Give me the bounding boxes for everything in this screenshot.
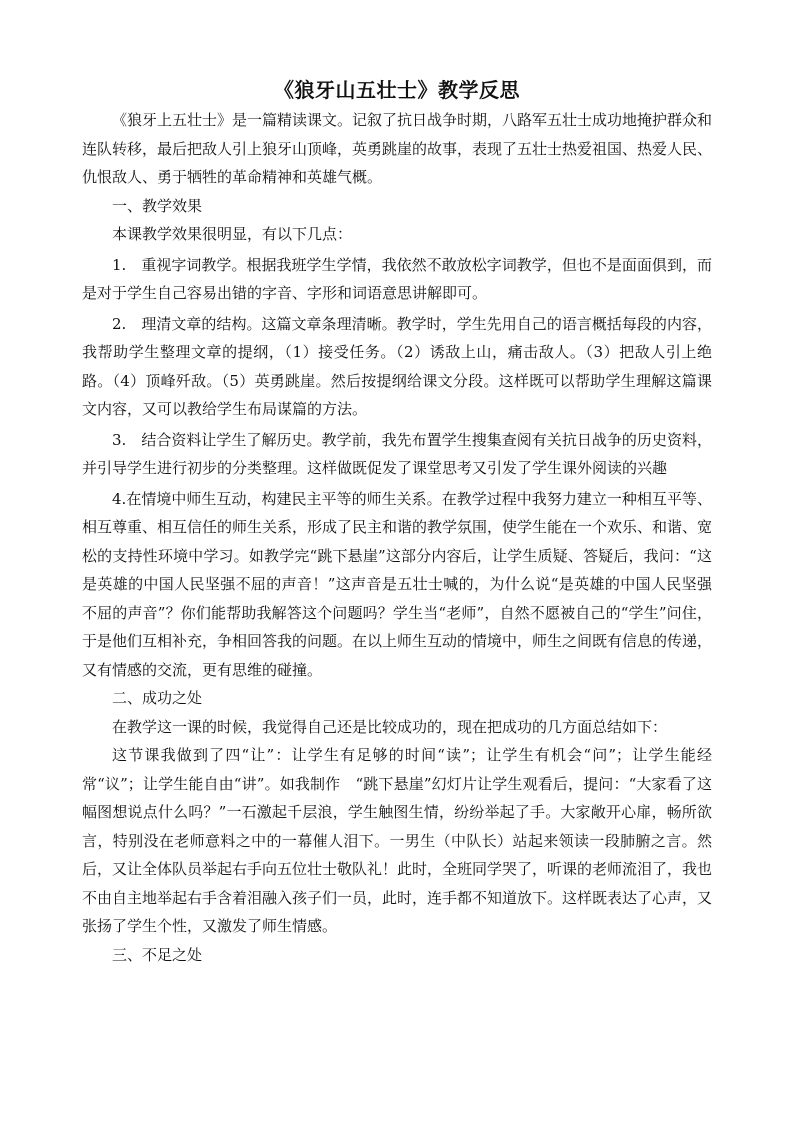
point-2-paragraph: 2. 理清文章的结构。这篇文章条理清晰。教学时，学生先用自己的语言概括每段的内容，我帮助学生整理文章的提纲，（1）接受任务。（2）诱敌上山，痛击敌人。（3）把敌人引上绝路。（4）顶峰歼敌。（5）英勇跳崖。然后按提纲给课文分段。这样既可以帮助学生理解这篇课文内容，又可以教给学生布局谋篇的方法。 [82, 314, 712, 418]
section2-lead-paragraph: 在教学这一课的时候，我觉得自己还是比较成功的，现在把成功的几方面总结如下： [112, 717, 668, 736]
point-4-paragraph: 4.在情境中师生互动，构建民主平等的师生关系。在教学过程中我努力建立一种相互平等、相互尊重、相互信任的师生关系，形成了民主和谐的教学氛围，使学生能在一个欢乐、和谐、宽松的支持性环境中学习。如教学完“跳下悬崖”这部分内容后，让学生质疑、答疑后，我问：“这是英雄的中国人民坚强不屈的声音！”这声音是五壮士喊的，为什么说“是英雄的中国人民坚强不屈的声音”？你们能帮助我解答这个问题吗？学生当“老师”，自然不愿被自己的“学生”问住，于是他们互相补充，争相回答我的问题。在以上师生互动的情境中，师生之间既有信息的传递，又有情感的交流，更有思维的碰撞。 [82, 489, 713, 679]
section1-lead-paragraph: 本课教学效果很明显，有以下几点： [112, 225, 353, 243]
point-3-paragraph: 3. 结合资料让学生了解历史。教学前，我先布置学生搜集查阅有关抗日战争的历史资料，并引导学生进行初步的分类整理。这样做既促发了课堂思考又引发了学生课外阅读的兴趣 [82, 430, 712, 477]
section2-body-paragraph: 这节课我做到了四“让”：让学生有足够的时间“读”；让学生有机会“问”；让学生能经常“议”；让学生能自由“讲”。如我制作 “跳下悬崖”幻灯片让学生观看后，提问：“大家看了这幅图想说点什么吗？”一石激起千层浪，学生触图生情，纷纷举起了手。大家敞开心扉，畅所欲言，特别没在老师意料之中的一幕催人泪下。一男生（中队长）站起来领读一段肺腑之言。然后，又让全体队员举起右手向五位壮士敬队礼！此时，全班同学哭了，听课的老师流泪了，我也不由自主地举起右手含着泪融入孩子们一员，此时，连手都不知道放下。这样既表达了心声，又张扬了学生个性，又激发了师生情感。 [82, 746, 713, 935]
section-heading-success: 二、成功之处 [112, 689, 203, 707]
point-1-paragraph: 1. 重视字词教学。根据我班学生学情，我依然不敢放松字词教学，但也不是面面俱到，而是对于学生自己容易出错的字音、字形和词语意思讲解即可。 [82, 255, 712, 302]
document-title: 《狼牙山五壮士》教学反思 [274, 78, 520, 102]
document-page [82, 74, 712, 969]
section-heading-teaching-effect: 一、教学效果 [112, 196, 203, 215]
section-heading-shortcomings: 三、不足之处 [112, 945, 203, 964]
intro-paragraph: 《狼牙上五壮士》是一篇精读课文。记叙了抗日战争时期，八路军五壮士成功地掩护群众和连队转移，最后把敌人引上狼牙山顶峰，英勇跳崖的故事，表现了五壮士热爱祖国、热爱人民、仇恨敌人、勇于牺牲的革命精神和英雄气概。 [82, 111, 713, 186]
